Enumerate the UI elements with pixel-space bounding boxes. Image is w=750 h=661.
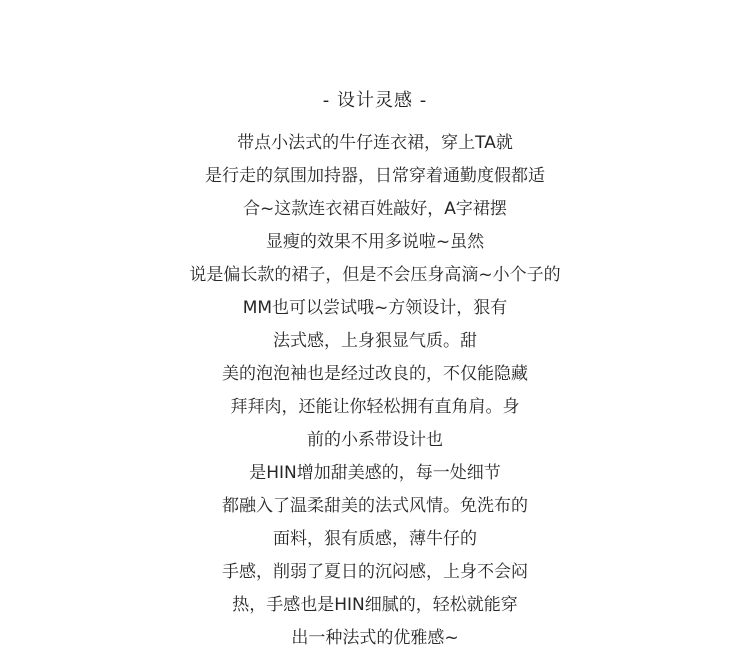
description-line: 是HIN增加甜美感的，每一处细节 xyxy=(249,463,501,483)
description-line: 拜拜肉，还能让你轻松拥有直角肩。身 xyxy=(230,397,520,417)
description-line: 带点小法式的牛仔连衣裙，穿上TA就 xyxy=(237,133,513,153)
description-line: 显瘦的效果不用多说啦~虽然 xyxy=(265,232,485,252)
description-text xyxy=(0,127,750,655)
description-line: 热，手感也是HIN细腻的，轻松就能穿 xyxy=(232,595,518,615)
description-line: 手感，削弱了夏日的沉闷感，上身不会闷 xyxy=(222,562,528,582)
description-line: 法式感，上身狠显气质。甜 xyxy=(273,331,477,351)
section-title: - 设计灵感 - xyxy=(322,90,428,111)
description-line: 出一种法式的优雅感~ xyxy=(291,628,459,648)
description-line: 前的小系带设计也 xyxy=(307,430,443,450)
description-line: MM也可以尝试哦~方领设计，狠有 xyxy=(242,298,508,318)
description-line: 是行走的氛围加持器，日常穿着通勤度假都适 xyxy=(205,166,545,186)
description-line: 说是偏长款的裙子，但是不会压身高滴~小个子的 xyxy=(189,265,561,285)
description-line: 美的泡泡袖也是经过改良的，不仅能隐藏 xyxy=(222,364,528,384)
description-line: 都融入了温柔甜美的法式风情。免洗布的 xyxy=(222,496,528,516)
description-line: 合~这款连衣裙百姓敲好，A字裙摆 xyxy=(243,199,507,219)
description-line: 面料，狠有质感，薄牛仔的 xyxy=(273,529,477,549)
